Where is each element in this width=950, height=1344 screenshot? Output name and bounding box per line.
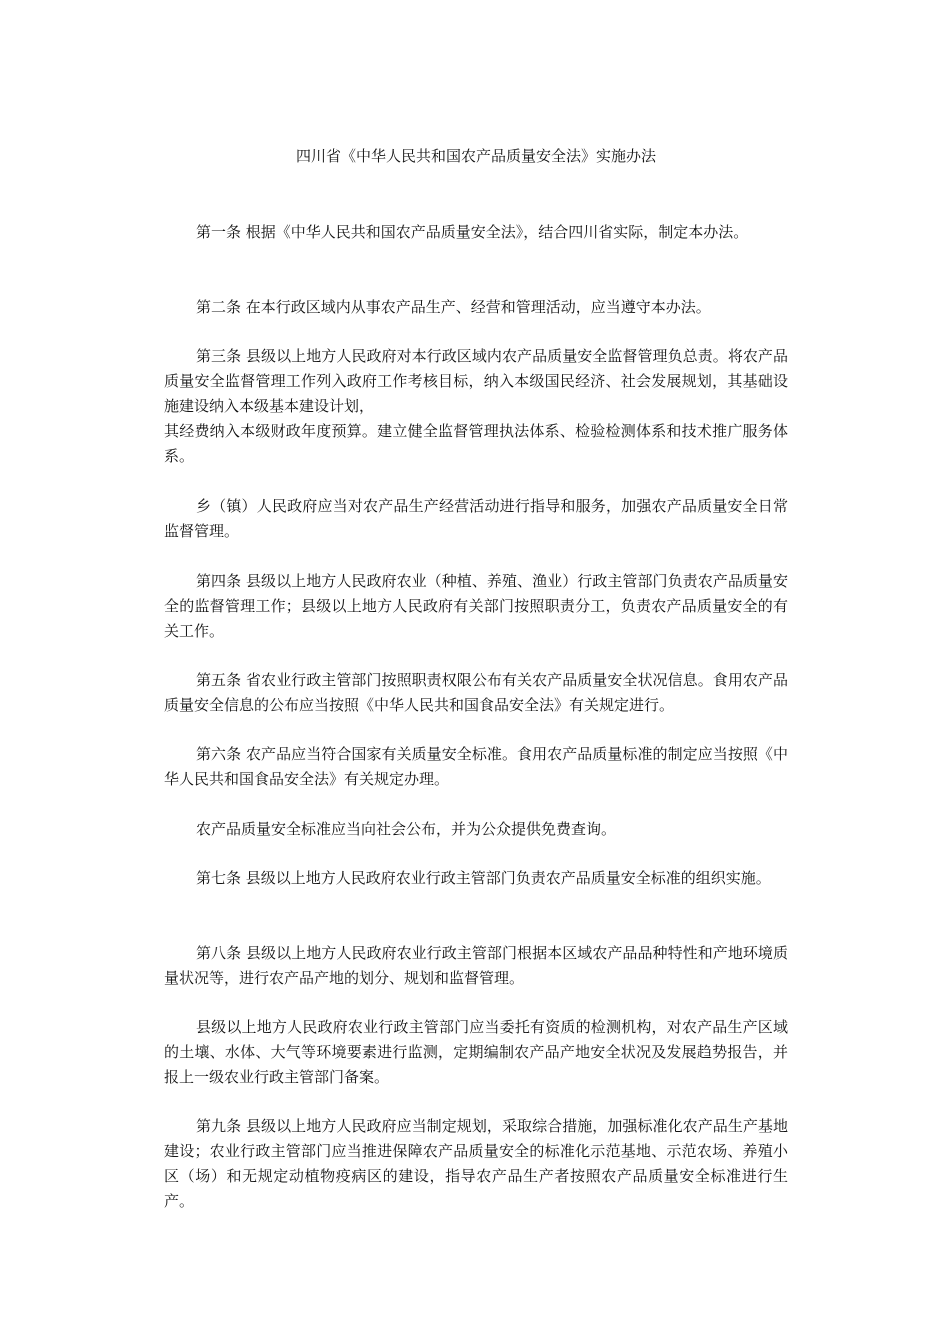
paragraph-article-3: 第三条 县级以上地方人民政府对本行政区域内农产品质量安全监督管理负总责。将农产品质量安全监督管理工作列入政府工作考核目标，纳入本级国民经济、社会发展规划，其基础设施建设纳入本级基本建设计划， [164,347,788,415]
paragraph-article-7: 第七条 县级以上地方人民政府农业行政主管部门负责农产品质量安全标准的组织实施。 [196,869,771,887]
paragraph-article-6: 第六条 农产品应当符合国家有关质量安全标准。食用农产品质量标准的制定应当按照《中华人民共和国食品安全法》有关规定办理。 [164,745,788,788]
paragraph-article-1: 第一条 根据《中华人民共和国农产品质量安全法》，结合四川省实际，制定本办法。 [196,223,749,241]
document-title: 四川省《中华人民共和国农产品质量安全法》实施办法 [295,147,656,165]
paragraph-origin-monitoring: 县级以上地方人民政府农业行政主管部门应当委托有资质的检测机构，对农产品生产区域的土壤、水体、大气等环境要素进行监测，定期编制农产品产地安全状况及发展趋势报告，并报上一级农业行政主管部门备案。 [164,1018,788,1086]
paragraph-article-2: 第二条 在本行政区域内从事农产品生产、经营和管理活动，应当遵守本办法。 [196,298,711,316]
paragraph-township-duties: 乡（镇）人民政府应当对农产品生产经营活动进行指导和服务，加强农产品质量安全日常监督管理。 [164,497,788,540]
paragraph-article-8: 第八条 县级以上地方人民政府农业行政主管部门根据本区域农产品品种特性和产地环境质量状况等，进行农产品产地的划分、规划和监督管理。 [164,944,788,987]
paragraph-article-5: 第五条 省农业行政主管部门按照职责权限公布有关农产品质量安全状况信息。食用农产品质量安全信息的公布应当按照《中华人民共和国食品安全法》有关规定进行。 [164,671,788,714]
paragraph-standards-public: 农产品质量安全标准应当向社会公布，并为公众提供免费查询。 [196,820,617,838]
paragraph-article-9: 第九条 县级以上地方人民政府应当制定规划，采取综合措施，加强标准化农产品生产基地建设；农业行政主管部门应当推进保障农产品质量安全的标准化示范基地、示范农场、养殖小区（场）和无规定动植物疫病区的建设，指导农产品生产者按照农产品质量安全标准进行生产。 [164,1117,788,1210]
paragraph-article-4: 第四条 县级以上地方人民政府农业（种植、养殖、渔业）行政主管部门负责农产品质量安全的监督管理工作；县级以上地方人民政府有关部门按照职责分工，负责农产品质量安全的有关工作。 [164,572,788,640]
paragraph-article-3-continued: 其经费纳入本级财政年度预算。建立健全监督管理执法体系、检验检测体系和技术推广服务体系。 [164,422,788,465]
